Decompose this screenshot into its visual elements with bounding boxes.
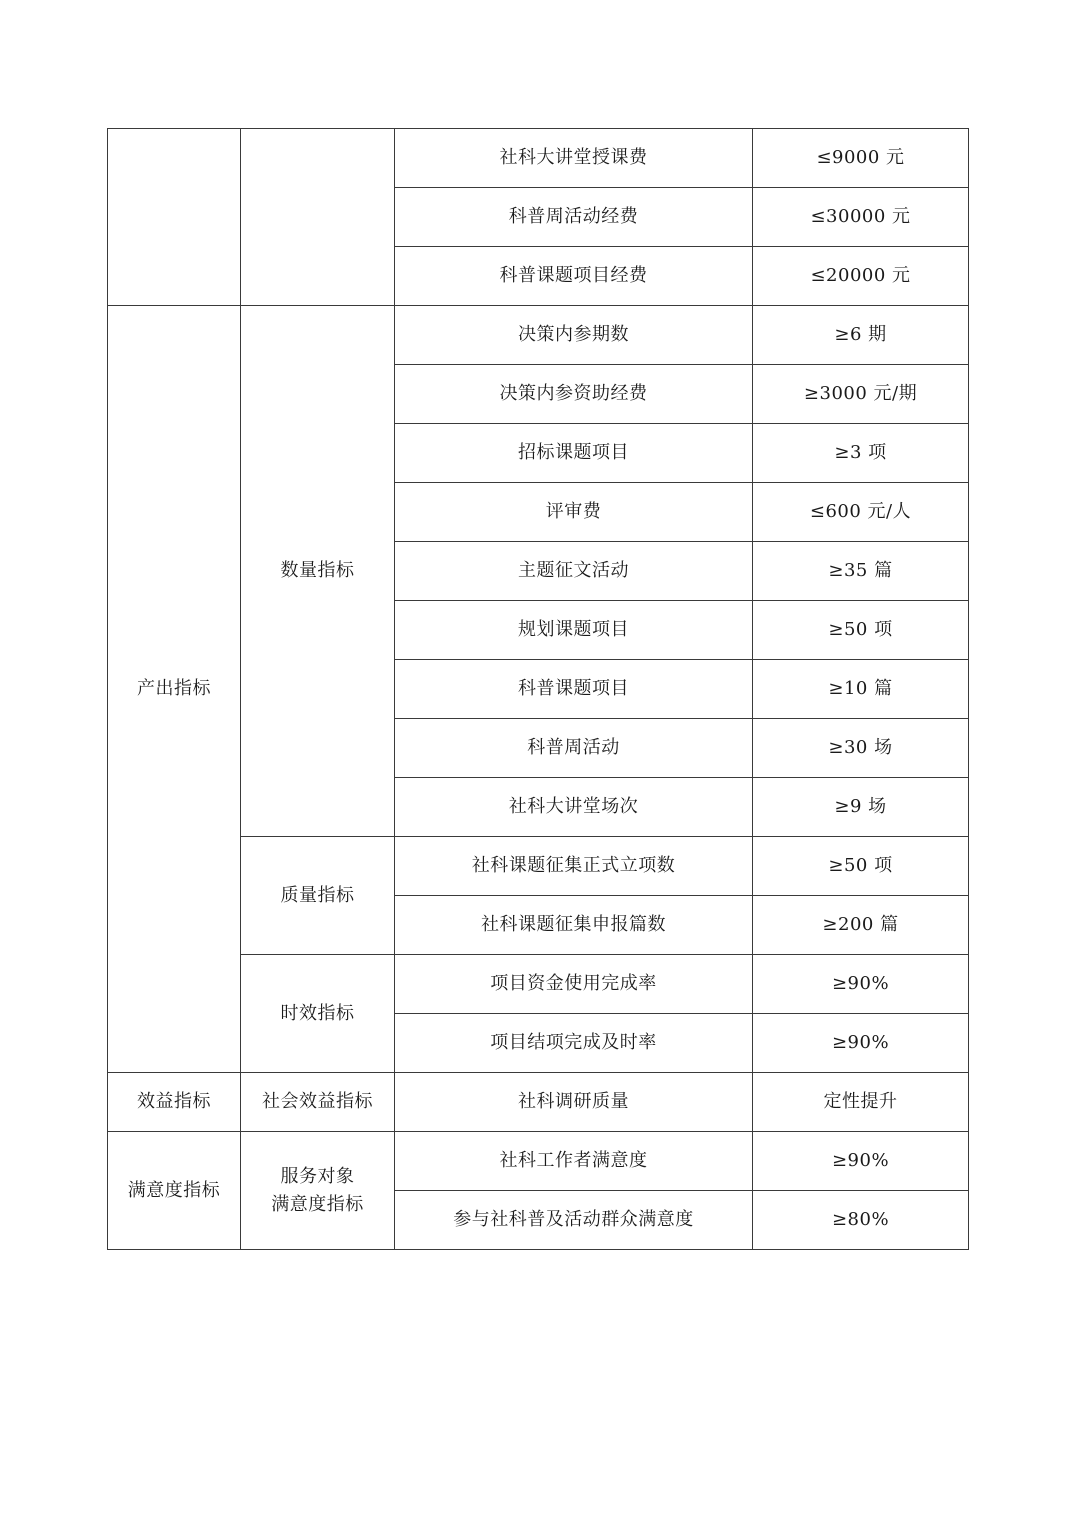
item-cell: 参与社科普及活动群众满意度 [395,1191,753,1250]
level2-cell-timeliness: 时效指标 [241,955,395,1073]
value-cell: ≥35 篇 [753,542,969,601]
value-cell: ≥50 项 [753,837,969,896]
table-row [108,306,969,365]
table-row [108,1073,969,1132]
item-cell: 科普课题项目经费 [395,247,753,306]
value-cell: ≥80% [753,1191,969,1250]
level1-cell-output: 产出指标 [108,306,241,1073]
service-satisfaction-line2: 满意度指标 [271,1193,364,1215]
level2-cell-quantity: 数量指标 [241,306,395,837]
value-cell: ≥200 篇 [753,896,969,955]
item-cell: 社科工作者满意度 [395,1132,753,1191]
value-cell: ≤30000 元 [753,188,969,247]
performance-indicator-table [107,128,969,1250]
value-cell: ≤20000 元 [753,247,969,306]
item-cell: 项目结项完成及时率 [395,1014,753,1073]
item-cell: 决策内参资助经费 [395,365,753,424]
level1-cell-empty [108,129,241,306]
level2-cell-quality: 质量指标 [241,837,395,955]
level1-cell-benefit: 效益指标 [108,1073,241,1132]
item-cell: 科普周活动经费 [395,188,753,247]
value-cell: ≥90% [753,1132,969,1191]
level2-cell-empty [241,129,395,306]
item-cell: 项目资金使用完成率 [395,955,753,1014]
level2-cell-social-benefit: 社会效益指标 [241,1073,395,1132]
item-cell: 决策内参期数 [395,306,753,365]
item-cell: 社科大讲堂场次 [395,778,753,837]
item-cell: 规划课题项目 [395,601,753,660]
service-satisfaction-line1: 服务对象 [280,1165,355,1187]
level2-cell-service-satisfaction [241,1132,395,1250]
value-cell: ≥9 场 [753,778,969,837]
value-cell: 定性提升 [753,1073,969,1132]
value-cell: ≥3000 元/期 [753,365,969,424]
value-cell: ≤600 元/人 [753,483,969,542]
table-row [108,1132,969,1191]
table-row [108,129,969,188]
item-cell: 社科大讲堂授课费 [395,129,753,188]
value-cell: ≥30 场 [753,719,969,778]
item-cell: 科普课题项目 [395,660,753,719]
item-cell: 社科课题征集正式立项数 [395,837,753,896]
value-cell: ≤9000 元 [753,129,969,188]
item-cell: 社科课题征集申报篇数 [395,896,753,955]
value-cell: ≥90% [753,955,969,1014]
item-cell: 评审费 [395,483,753,542]
item-cell: 科普周活动 [395,719,753,778]
item-cell: 社科调研质量 [395,1073,753,1132]
value-cell: ≥6 期 [753,306,969,365]
item-cell: 主题征文活动 [395,542,753,601]
level1-cell-satisfaction: 满意度指标 [108,1132,241,1250]
value-cell: ≥10 篇 [753,660,969,719]
value-cell: ≥50 项 [753,601,969,660]
item-cell: 招标课题项目 [395,424,753,483]
value-cell: ≥90% [753,1014,969,1073]
value-cell: ≥3 项 [753,424,969,483]
